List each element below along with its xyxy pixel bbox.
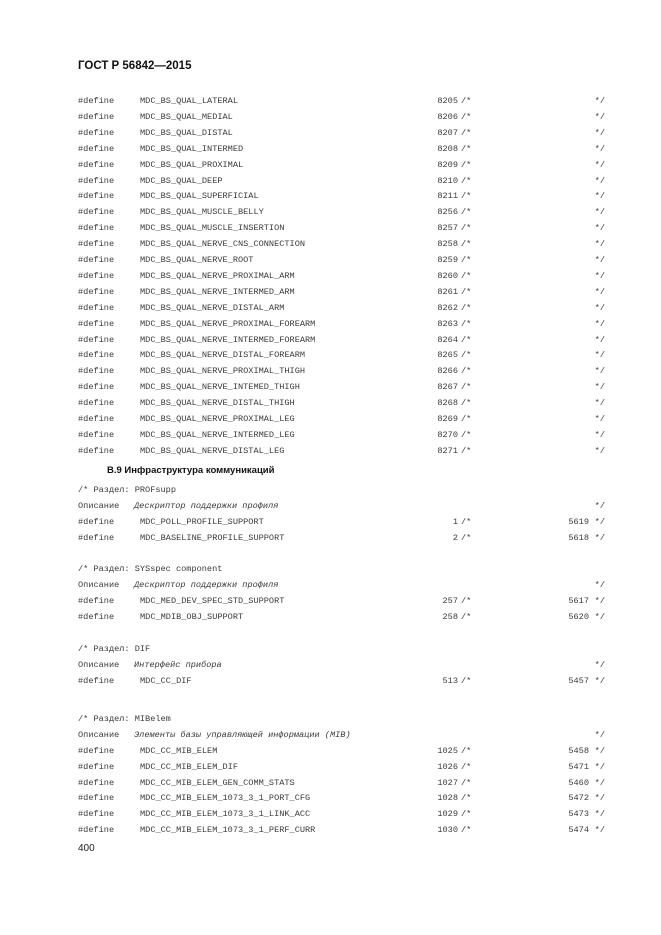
comment-close: */ — [594, 762, 605, 772]
section-label: /* Раздел: PROFsupp — [78, 485, 176, 495]
comment-open: /* — [461, 793, 472, 803]
comment-close: */ — [594, 303, 605, 313]
comment-open: /* — [461, 350, 472, 360]
comment-close: */ — [594, 446, 605, 456]
section-label: /* Раздел: DIF — [78, 644, 151, 654]
description-text: Дескриптор поддержки профиля — [134, 580, 279, 590]
comment-close: */ — [594, 223, 605, 233]
comment-open: /* — [461, 223, 472, 233]
section-label-row — [78, 642, 605, 656]
constant-value: 8267 — [437, 382, 458, 392]
section-heading: В.9 Инфраструктура коммуникаций — [107, 465, 275, 476]
define-row — [78, 760, 605, 774]
comment-open: /* — [461, 533, 472, 543]
define-keyword: #define — [78, 762, 115, 772]
define-row — [78, 285, 605, 299]
define-keyword: #define — [78, 144, 115, 154]
define-row — [78, 364, 605, 378]
constant-value: 1029 — [437, 809, 458, 819]
constant-value: 257 — [442, 596, 458, 606]
define-row — [78, 221, 605, 235]
define-keyword: #define — [78, 112, 115, 122]
comment-open: /* — [461, 128, 472, 138]
comment-open: /* — [461, 303, 472, 313]
constant-name: MDC_POLL_PROFILE_SUPPORT — [140, 517, 264, 527]
constant-value: 8207 — [437, 128, 458, 138]
define-row — [78, 94, 605, 108]
define-row — [78, 776, 605, 790]
constant-name: MDC_BS_QUAL_NERVE_PROXIMAL_ARM — [140, 271, 295, 281]
constant-name: MDC_BS_QUAL_DEEP — [140, 176, 223, 186]
comment-close: */ — [594, 746, 605, 756]
constant-name: MDC_MDIB_OBJ_SUPPORT — [140, 612, 244, 622]
define-keyword: #define — [78, 239, 115, 249]
define-keyword: #define — [78, 287, 115, 297]
reference-code: 5472 — [568, 793, 589, 803]
define-row — [78, 396, 605, 410]
constant-name: MDC_BASELINE_PROFILE_SUPPORT — [140, 533, 285, 543]
section-label-row — [78, 483, 605, 497]
define-row — [78, 269, 605, 283]
comment-open: /* — [461, 239, 472, 249]
description-key: Описание — [78, 580, 120, 590]
constant-value: 1025 — [437, 746, 458, 756]
page-header: ГОСТ Р 56842—2015 — [78, 60, 192, 72]
comment-close: */ — [594, 271, 605, 281]
constant-value: 8210 — [437, 176, 458, 186]
constant-value: 8205 — [437, 96, 458, 106]
comment-close: */ — [594, 176, 605, 186]
constant-name: MDC_BS_QUAL_NERVE_CNS_CONNECTION — [140, 239, 306, 249]
define-keyword: #define — [78, 271, 115, 281]
define-row — [78, 531, 605, 545]
comment-close: */ — [594, 596, 605, 606]
description-key: Описание — [78, 730, 120, 740]
constant-name: MDC_BS_QUAL_NERVE_INTERMED_LEG — [140, 430, 295, 440]
define-row — [78, 142, 605, 156]
comment-open: /* — [461, 809, 472, 819]
comment-open: /* — [461, 778, 472, 788]
constant-value: 1 — [452, 517, 458, 527]
comment-close: */ — [594, 207, 605, 217]
comment-close: */ — [594, 350, 605, 360]
comment-open: /* — [461, 746, 472, 756]
reference-code: 5620 — [568, 612, 589, 622]
constant-value: 1028 — [437, 793, 458, 803]
section-description-row — [78, 728, 605, 742]
reference-code: 5619 — [568, 517, 589, 527]
comment-close: */ — [594, 533, 605, 543]
define-row — [78, 791, 605, 805]
constant-name: MDC_CC_MIB_ELEM_GEN_COMM_STATS — [140, 778, 295, 788]
section-description-row — [78, 658, 605, 672]
page-number: 400 — [78, 843, 95, 854]
comment-open: /* — [461, 255, 472, 265]
comment-open: /* — [461, 517, 472, 527]
define-keyword: #define — [78, 223, 115, 233]
define-row — [78, 237, 605, 251]
constant-name: MDC_BS_QUAL_NERVE_DISTAL_LEG — [140, 446, 285, 456]
comment-open: /* — [461, 596, 472, 606]
comment-close: */ — [594, 501, 605, 511]
constant-value: 2 — [452, 533, 458, 543]
comment-close: */ — [594, 239, 605, 249]
define-keyword: #define — [78, 533, 115, 543]
section-label-row — [78, 562, 605, 576]
constant-value: 8269 — [437, 414, 458, 424]
comment-open: /* — [461, 160, 472, 170]
comment-open: /* — [461, 382, 472, 392]
constant-name: MDC_BS_QUAL_INTERMED — [140, 144, 244, 154]
constant-name: MDC_BS_QUAL_NERVE_PROXIMAL_LEG — [140, 414, 295, 424]
comment-open: /* — [461, 335, 472, 345]
comment-open: /* — [461, 825, 472, 835]
comment-close: */ — [594, 335, 605, 345]
define-keyword: #define — [78, 517, 115, 527]
define-row — [78, 174, 605, 188]
constant-name: MDC_BS_QUAL_NERVE_PROXIMAL_THIGH — [140, 366, 306, 376]
constant-value: 8258 — [437, 239, 458, 249]
comment-open: /* — [461, 96, 472, 106]
comment-close: */ — [594, 144, 605, 154]
define-keyword: #define — [78, 350, 115, 360]
constant-name: MDC_BS_QUAL_NERVE_DISTAL_FOREARM — [140, 350, 306, 360]
section-label: /* Раздел: MIBelem — [78, 714, 171, 724]
reference-code: 5458 — [568, 746, 589, 756]
reference-code: 5473 — [568, 809, 589, 819]
section-description-row — [78, 499, 605, 513]
comment-close: */ — [594, 825, 605, 835]
constant-name: MDC_BS_QUAL_DISTAL — [140, 128, 233, 138]
description-text: Элементы базы управляющей информации (MIB) — [134, 730, 351, 740]
comment-close: */ — [594, 580, 605, 590]
comment-close: */ — [594, 730, 605, 740]
comment-open: /* — [461, 398, 472, 408]
constant-value: 8209 — [437, 160, 458, 170]
define-keyword: #define — [78, 612, 115, 622]
define-keyword: #define — [78, 176, 115, 186]
comment-open: /* — [461, 430, 472, 440]
define-row — [78, 253, 605, 267]
define-keyword: #define — [78, 446, 115, 456]
constant-name: MDC_BS_QUAL_SUPERFICIAL — [140, 191, 259, 201]
define-row — [78, 333, 605, 347]
define-keyword: #define — [78, 596, 115, 606]
comment-open: /* — [461, 207, 472, 217]
define-keyword: #define — [78, 398, 115, 408]
define-row — [78, 158, 605, 172]
comment-close: */ — [594, 255, 605, 265]
constant-name: MDC_BS_QUAL_NERVE_INTERMED_FOREARM — [140, 335, 316, 345]
define-row — [78, 823, 605, 837]
constant-value: 258 — [442, 612, 458, 622]
constant-name: MDC_BS_QUAL_MUSCLE_INSERTION — [140, 223, 285, 233]
define-keyword: #define — [78, 809, 115, 819]
constant-name: MDC_CC_DIF — [140, 676, 192, 686]
define-row — [78, 317, 605, 331]
define-row — [78, 428, 605, 442]
description-text: Дескриптор поддержки профиля — [134, 501, 279, 511]
constant-name: MDC_BS_QUAL_NERVE_PROXIMAL_FOREARM — [140, 319, 316, 329]
constant-name: MDC_CC_MIB_ELEM_1073_3_1_PERF_CURR — [140, 825, 316, 835]
reference-code: 5617 — [568, 596, 589, 606]
comment-open: /* — [461, 287, 472, 297]
define-keyword: #define — [78, 96, 115, 106]
define-keyword: #define — [78, 255, 115, 265]
comment-close: */ — [594, 612, 605, 622]
section-description-row — [78, 578, 605, 592]
constant-name: MDC_CC_MIB_ELEM_DIF — [140, 762, 238, 772]
constant-value: 1027 — [437, 778, 458, 788]
constant-name: MDC_BS_QUAL_PROXIMAL — [140, 160, 244, 170]
define-row — [78, 205, 605, 219]
define-row — [78, 594, 605, 608]
constant-value: 8266 — [437, 366, 458, 376]
define-keyword: #define — [78, 382, 115, 392]
define-row — [78, 610, 605, 624]
constant-name: MDC_BS_QUAL_NERVE_INTERMED_ARM — [140, 287, 295, 297]
define-keyword: #define — [78, 207, 115, 217]
comment-close: */ — [594, 793, 605, 803]
comment-close: */ — [594, 128, 605, 138]
define-keyword: #define — [78, 303, 115, 313]
section-label: /* Раздел: SYSspec component — [78, 564, 223, 574]
reference-code: 5618 — [568, 533, 589, 543]
reference-code: 5474 — [568, 825, 589, 835]
description-key: Описание — [78, 660, 120, 670]
constant-name: MDC_CC_MIB_ELEM — [140, 746, 218, 756]
define-row — [78, 744, 605, 758]
constant-name: MDC_BS_QUAL_MEDIAL — [140, 112, 233, 122]
comment-open: /* — [461, 176, 472, 186]
define-row — [78, 126, 605, 140]
comment-close: */ — [594, 191, 605, 201]
constant-name: MDC_BS_QUAL_NERVE_INTEMED_THIGH — [140, 382, 300, 392]
comment-close: */ — [594, 398, 605, 408]
define-keyword: #define — [78, 128, 115, 138]
comment-close: */ — [594, 96, 605, 106]
define-keyword: #define — [78, 414, 115, 424]
constant-name: MDC_BS_QUAL_NERVE_DISTAL_ARM — [140, 303, 285, 313]
comment-close: */ — [594, 287, 605, 297]
define-row — [78, 301, 605, 315]
comment-close: */ — [594, 366, 605, 376]
define-row — [78, 348, 605, 362]
define-keyword: #define — [78, 191, 115, 201]
constant-value: 1030 — [437, 825, 458, 835]
constant-value: 513 — [442, 676, 458, 686]
comment-open: /* — [461, 319, 472, 329]
comment-close: */ — [594, 660, 605, 670]
comment-open: /* — [461, 676, 472, 686]
comment-close: */ — [594, 382, 605, 392]
constant-value: 8257 — [437, 223, 458, 233]
comment-open: /* — [461, 191, 472, 201]
comment-close: */ — [594, 414, 605, 424]
comment-close: */ — [594, 160, 605, 170]
constant-value: 8265 — [437, 350, 458, 360]
constant-value: 8208 — [437, 144, 458, 154]
comment-open: /* — [461, 112, 472, 122]
define-row — [78, 412, 605, 426]
comment-close: */ — [594, 430, 605, 440]
define-row — [78, 674, 605, 688]
comment-open: /* — [461, 271, 472, 281]
constant-name: MDC_MED_DEV_SPEC_STD_SUPPORT — [140, 596, 285, 606]
comment-open: /* — [461, 762, 472, 772]
define-row — [78, 444, 605, 458]
constant-value: 8211 — [437, 191, 458, 201]
comment-close: */ — [594, 676, 605, 686]
comment-close: */ — [594, 778, 605, 788]
constant-value: 8256 — [437, 207, 458, 217]
constant-value: 8268 — [437, 398, 458, 408]
constant-value: 8261 — [437, 287, 458, 297]
comment-close: */ — [594, 517, 605, 527]
constant-value: 8264 — [437, 335, 458, 345]
constant-name: MDC_BS_QUAL_NERVE_DISTAL_THIGH — [140, 398, 295, 408]
constant-name: MDC_BS_QUAL_NERVE_ROOT — [140, 255, 254, 265]
define-row — [78, 110, 605, 124]
constant-value: 8271 — [437, 446, 458, 456]
define-keyword: #define — [78, 335, 115, 345]
constant-value: 8206 — [437, 112, 458, 122]
comment-open: /* — [461, 446, 472, 456]
constant-value: 8263 — [437, 319, 458, 329]
define-keyword: #define — [78, 366, 115, 376]
comment-open: /* — [461, 366, 472, 376]
constant-name: MDC_BS_QUAL_MUSCLE_BELLY — [140, 207, 264, 217]
define-row — [78, 807, 605, 821]
constant-name: MDC_BS_QUAL_LATERAL — [140, 96, 238, 106]
constant-name: MDC_CC_MIB_ELEM_1073_3_1_LINK_ACC — [140, 809, 311, 819]
reference-code: 5457 — [568, 676, 589, 686]
define-row — [78, 189, 605, 203]
section-label-row — [78, 712, 605, 726]
constant-value: 8260 — [437, 271, 458, 281]
define-keyword: #define — [78, 778, 115, 788]
constant-value: 8262 — [437, 303, 458, 313]
constant-value: 8270 — [437, 430, 458, 440]
description-text: Интерфейс прибора — [134, 660, 222, 670]
define-keyword: #define — [78, 746, 115, 756]
comment-close: */ — [594, 809, 605, 819]
define-keyword: #define — [78, 793, 115, 803]
define-row — [78, 380, 605, 394]
comment-open: /* — [461, 612, 472, 622]
define-keyword: #define — [78, 430, 115, 440]
reference-code: 5471 — [568, 762, 589, 772]
comment-open: /* — [461, 144, 472, 154]
define-keyword: #define — [78, 825, 115, 835]
define-keyword: #define — [78, 160, 115, 170]
comment-close: */ — [594, 319, 605, 329]
constant-name: MDC_CC_MIB_ELEM_1073_3_1_PORT_CFG — [140, 793, 311, 803]
description-key: Описание — [78, 501, 120, 511]
define-row — [78, 515, 605, 529]
constant-value: 8259 — [437, 255, 458, 265]
comment-open: /* — [461, 414, 472, 424]
define-keyword: #define — [78, 319, 115, 329]
constant-value: 1026 — [437, 762, 458, 772]
define-keyword: #define — [78, 676, 115, 686]
reference-code: 5460 — [568, 778, 589, 788]
comment-close: */ — [594, 112, 605, 122]
